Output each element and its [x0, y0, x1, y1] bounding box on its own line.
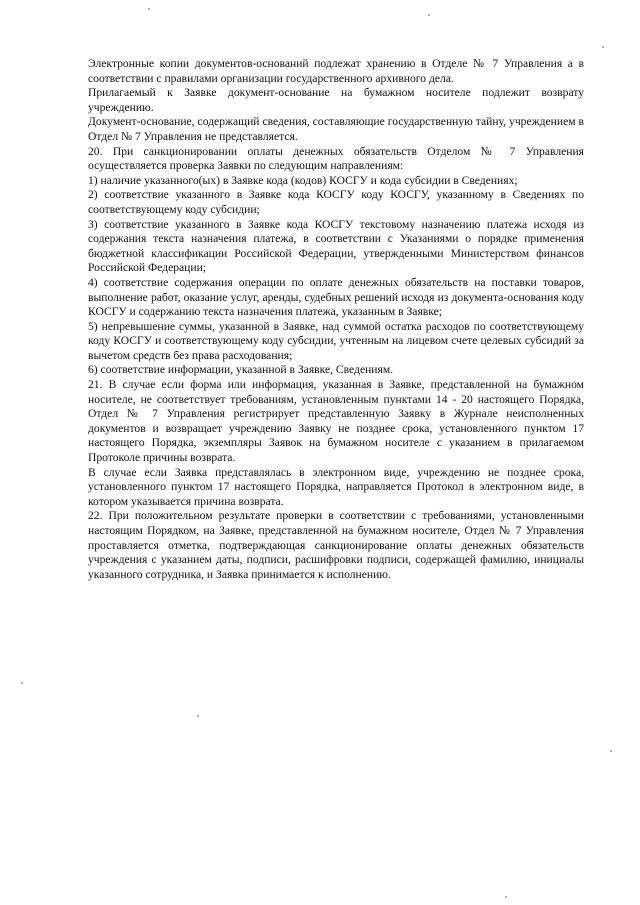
scan-speck: [148, 8, 150, 10]
list-item-check-6: 6) соответствие информации, указанной в Заявке, Сведениям.: [88, 363, 394, 377]
list-item-check-2: 2) соответствие указанного в Заявке кода КОСГУ коду КОСГУ, указанному в Сведениях по соответствующему коду субсидии;: [88, 188, 584, 216]
document-body: [88, 57, 584, 582]
scan-speck: [428, 14, 430, 16]
scan-speck: [602, 46, 604, 48]
paragraph-electronic-copies: Электронные копии документов-оснований подлежат хранению в Отделе № 7 Управления а в соответствии с правилами организации государственного архивного дела.: [88, 57, 584, 85]
paragraph-section-22: 22. При положительном результате проверки в соответствии с требованиями, установленными настоящим Порядком, на Заявке, представленной на бумажном носителе, Отдел № 7 Управления проставляется отметка, подтверждающая санкционирование оплаты денежных обязательств учреждения с указанием даты, подписи, расшифровки подписи, содержащей фамилию, инициалы указанного сотрудника, и Заявка принимается к исполнению.: [88, 509, 584, 581]
paragraph-attached-document: Прилагаемый к Заявке документ-основание на бумажном носителе подлежит возврату учреждению.: [88, 86, 584, 114]
paragraph-state-secret: Документ-основание, содержащий сведения, составляющие государственную тайну, учреждением в Отдел № 7 Управления не представляется.: [88, 115, 584, 143]
list-item-check-3: 3) соответствие указанного в Заявке кода КОСГУ текстовому назначению платежа исходя из содержания текста назначения платежа, в соответствии с Указаниями о порядке применения бюджетной классификации Российской Федерации, утвержденными Министерством финансов Российской Федерации;: [88, 217, 584, 275]
paragraph-section-21: 21. В случае если форма или информация, указанная в Заявке, представленной на бумажном носителе, не соответствует требованиям, установленным пунктами 14 - 20 настоящего Порядка, Отдел № 7 Управления регистрирует представленную Заявку в Журнале неисполненных документов и возвращает учреждению Заявку не позднее срока, установленного пунктом 17 настоящего Порядка, экземпляры Заявок на бумажном носителе с указанием в прилагаемом Протоколе причины возврата.: [88, 378, 584, 465]
paragraph-electronic-return: В случае если Заявка представлялась в электронном виде, учреждению не позднее срока, установленного пунктом 17 настоящего Порядка, направляется Протокол в электронном виде, в котором указывается причина возврата.: [88, 465, 584, 508]
list-item-check-5: 5) непревышение суммы, указанной в Заявке, над суммой остатка расходов по соответствующему коду КОСГУ и соответствующему коду субсидии, учтенным на лицевом счете целевых субсидий за вычетом средств без права расходования;: [88, 319, 584, 362]
list-item-check-1: 1) наличие указанного(ых) в Заявке кода (кодов) КОСГУ и кода субсидии в Сведениях;: [88, 173, 518, 187]
scan-speck: [610, 750, 612, 752]
paragraph-section-20: 20. При санкционировании оплаты денежных обязательств Отделом № 7 Управления осуществляется проверка Заявки по следующим направлениям:: [88, 144, 584, 173]
scan-speck: [197, 715, 199, 717]
scan-speck: [21, 682, 23, 684]
list-item-check-4: 4) соответствие содержания операции по оплате денежных обязательств на поставки товаров, выполнение работ, оказание услуг, аренды, судебных решений исходя из документа-основания коду КОСГУ и содержанию текста назначения платежа, указанным в Заявке;: [88, 275, 584, 319]
scan-speck: [505, 896, 507, 898]
